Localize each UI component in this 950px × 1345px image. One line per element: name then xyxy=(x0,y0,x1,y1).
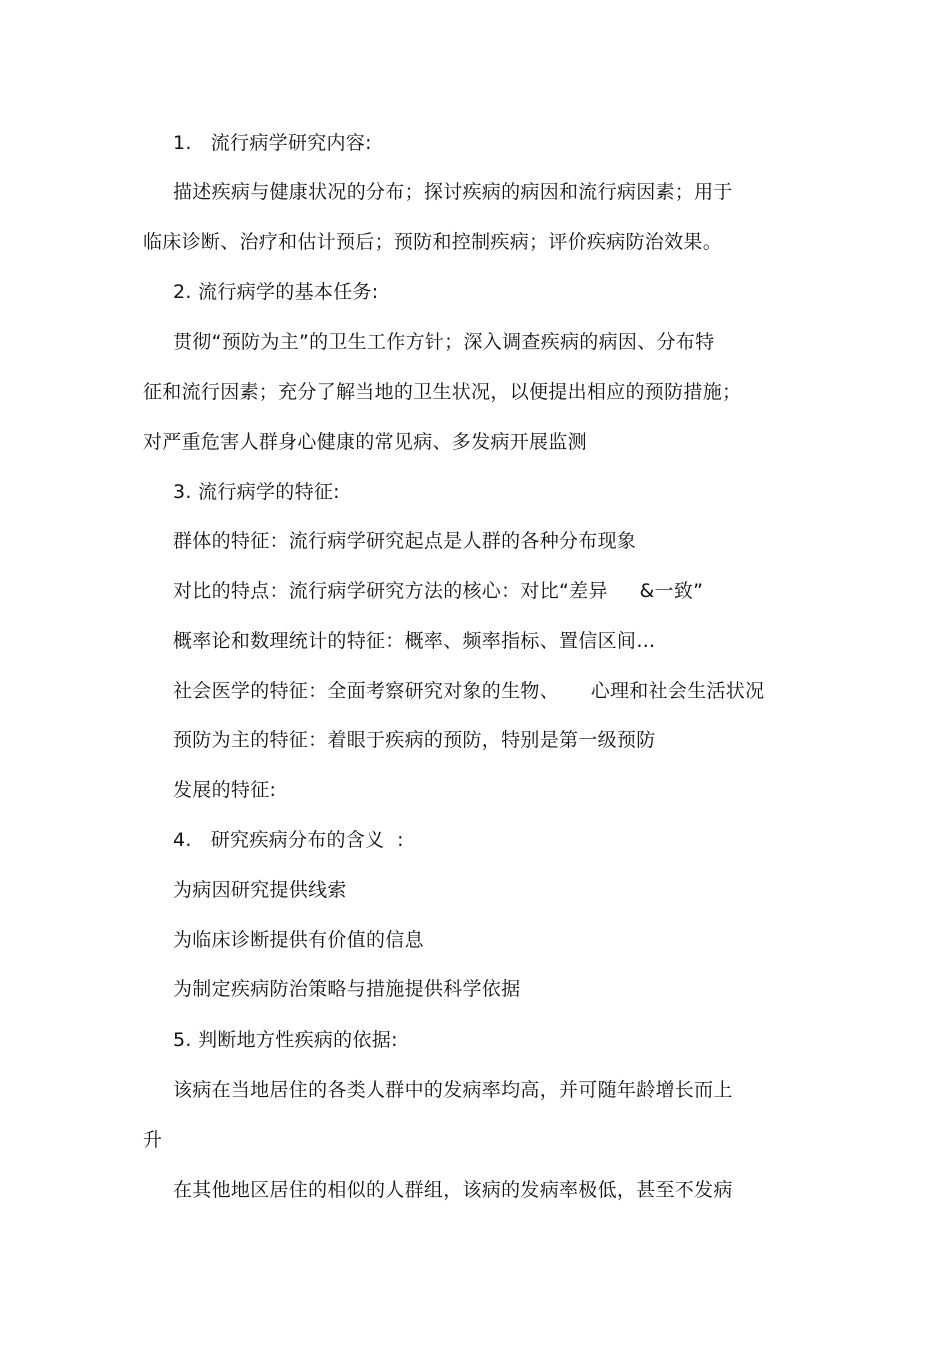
heading-5: 5. 判断地方性疾病的依据: xyxy=(173,1029,398,1051)
heading-3: 3. 流行病学的特征: xyxy=(173,481,340,503)
list-item: 为制定疾病防治策略与措施提供科学依据 xyxy=(173,978,521,1000)
heading-1: 1. 流行病学研究内容: xyxy=(173,132,372,154)
paragraph-line: 贯彻“预防为主”的卫生工作方针；深入调查疾病的病因、分布特 xyxy=(173,331,715,353)
list-item: 发展的特征: xyxy=(173,779,277,801)
list-item: 群体的特征：流行病学研究起点是人群的各种分布现象 xyxy=(173,530,637,552)
paragraph-line: 临床诊断、治疗和估计预后；预防和控制疾病；评价疾病防治效果。 xyxy=(143,231,723,253)
list-item: 为临床诊断提供有价值的信息 xyxy=(173,929,424,951)
paragraph-line: 该病在当地居住的各类人群中的发病率均高，并可随年龄增长而上 xyxy=(173,1079,733,1101)
heading-4: 4. 研究疾病分布的含义 : xyxy=(173,829,404,851)
paragraph-line: 在其他地区居住的相似的人群组，该病的发病率极低，甚至不发病 xyxy=(173,1179,733,1201)
list-item: 概率论和数理统计的特征：概率、频率指标、置信区间… xyxy=(173,630,656,652)
paragraph-line: 描述疾病与健康状况的分布；探讨疾病的病因和流行病因素；用于 xyxy=(173,181,733,203)
list-item: 预防为主的特征：着眼于疾病的预防，特别是第一级预防 xyxy=(173,729,656,751)
heading-2: 2. 流行病学的基本任务: xyxy=(173,281,379,303)
list-item: 对比的特点：流行病学研究方法的核心：对比“差异 &一致” xyxy=(173,580,704,602)
list-item: 社会医学的特征：全面考察研究对象的生物、 心理和社会生活状况 xyxy=(173,680,765,702)
paragraph-line: 对严重危害人群身心健康的常见病、多发病开展监测 xyxy=(143,431,587,453)
list-item: 为病因研究提供线索 xyxy=(173,879,347,901)
paragraph-line: 征和流行因素；充分了解当地的卫生状况，以便提出相应的预防措施； xyxy=(143,381,742,403)
paragraph-line: 升 xyxy=(143,1129,163,1151)
